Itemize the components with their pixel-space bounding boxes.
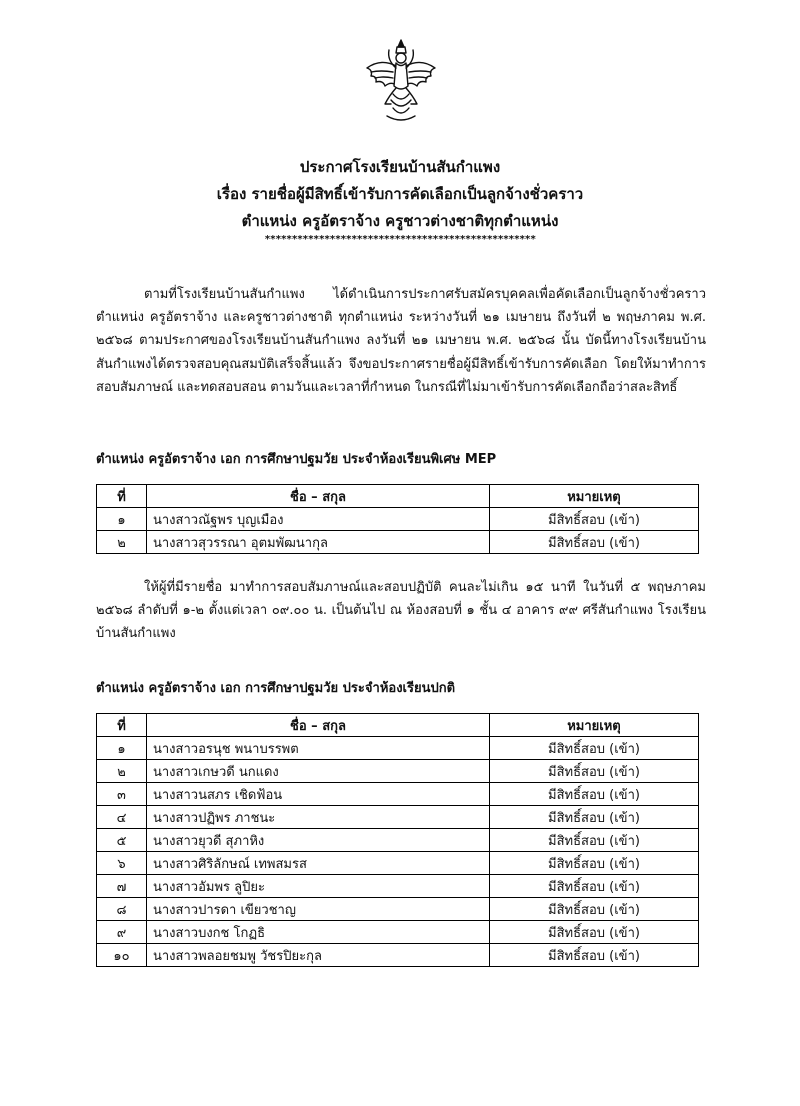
candidate-status: มีสิทธิ์สอบ (เข้า) xyxy=(490,508,699,531)
candidate-status: มีสิทธิ์สอบ (เข้า) xyxy=(490,852,699,875)
table-row xyxy=(97,921,699,944)
candidate-name: นางสาวปารดา เขียวชาญ xyxy=(147,898,490,921)
candidate-name: นางสาวศิริลักษณ์ เทพสมรส xyxy=(147,852,490,875)
announcement-title: ประกาศโรงเรียนบ้านสันกำแพง xyxy=(299,158,501,176)
row-number: ๘ xyxy=(97,898,147,921)
table-row xyxy=(97,531,699,554)
row-number: ๕ xyxy=(97,829,147,852)
row-number: ๒ xyxy=(97,760,147,783)
column-header-number: ที่ xyxy=(97,714,147,737)
candidate-name: นางสาวยุวดี สุภาหิง xyxy=(147,829,490,852)
candidate-status: มีสิทธิ์สอบ (เข้า) xyxy=(490,944,699,967)
announcement-subject: เรื่อง รายชื่อผู้มีสิทธิ์เข้ารับการคัดเลือกเป็นลูกจ้างชั่วคราว xyxy=(216,185,584,203)
candidate-status: มีสิทธิ์สอบ (เข้า) xyxy=(490,898,699,921)
section-mep-title: ตำแหน่ง ครูอัตราจ้าง เอก การศึกษาปฐมวัย ประจำห้องเรียนพิเศษ MEP xyxy=(96,452,497,467)
exam-schedule-text: ให้ผู้ที่มีรายชื่อ มาทำการสอบสัมภาษณ์และสอบปฏิบัติ คนละไม่เกิน ๑๕ นาที ในวันที่ ๕ พฤษภาคม ๒๕๖๘ ลำดับที่ ๑-๒ ตั้งแต่เวลา ๐๙.๐๐ น. เป็นต้นไป ณ ห้องสอบที่ ๑ ชั้น ๔ อาคาร ๙๙ ศรีสันกำแพง โรงเรียนบ้านสันกำแพง xyxy=(96,580,706,642)
candidate-name: นางสาวณัฐพร บุญเมือง xyxy=(147,508,490,531)
candidate-name: นางสาวบงกช โกฏธิ xyxy=(147,921,490,944)
column-header-name: ชื่อ – สกุล xyxy=(147,485,490,508)
column-header-note: หมายเหตุ xyxy=(490,485,699,508)
table-row xyxy=(97,760,699,783)
table-row xyxy=(97,508,699,531)
candidate-status: มีสิทธิ์สอบ (เข้า) xyxy=(490,921,699,944)
row-number: ๑ xyxy=(97,508,147,531)
candidate-status: มีสิทธิ์สอบ (เข้า) xyxy=(490,829,699,852)
candidate-status: มีสิทธิ์สอบ (เข้า) xyxy=(490,783,699,806)
table-row xyxy=(97,806,699,829)
mep-candidates-table xyxy=(96,484,699,554)
table-header-row xyxy=(97,485,699,508)
intro-paragraph xyxy=(96,283,706,399)
candidate-status: มีสิทธิ์สอบ (เข้า) xyxy=(490,531,699,554)
row-number: ๓ xyxy=(97,783,147,806)
candidate-status: มีสิทธิ์สอบ (เข้า) xyxy=(490,875,699,898)
row-number: ๗ xyxy=(97,875,147,898)
table-row xyxy=(97,875,699,898)
table-row xyxy=(97,783,699,806)
column-header-number: ที่ xyxy=(97,485,147,508)
candidate-name: นางสาวปฏิพร ภาชนะ xyxy=(147,806,490,829)
announcement-position: ตำแหน่ง ครูอัตราจ้าง ครูชาวต่างชาติทุกตำแหน่ง xyxy=(241,212,559,230)
candidate-status: มีสิทธิ์สอบ (เข้า) xyxy=(490,806,699,829)
row-number: ๖ xyxy=(97,852,147,875)
candidate-name: นางสาวอรนุช พนาบรรพต xyxy=(147,737,490,760)
table-row xyxy=(97,829,699,852)
table-row xyxy=(97,852,699,875)
table-row xyxy=(97,944,699,967)
row-number: ๒ xyxy=(97,531,147,554)
garuda-emblem-icon xyxy=(363,38,439,124)
candidate-name: นางสาวเกษวดี นกแดง xyxy=(147,760,490,783)
asterisk-divider: ************************************************** xyxy=(264,234,536,245)
table-row xyxy=(97,737,699,760)
row-number: ๙ xyxy=(97,921,147,944)
section-regular-title: ตำแหน่ง ครูอัตราจ้าง เอก การศึกษาปฐมวัย ประจำห้องเรียนปกติ xyxy=(96,681,456,696)
candidate-name: นางสาวสุวรรณา อุตมพัฒนากุล xyxy=(147,531,490,554)
row-number: ๔ xyxy=(97,806,147,829)
row-number: ๑ xyxy=(97,737,147,760)
row-number: ๑๐ xyxy=(97,944,147,967)
intro-text: ตามที่โรงเรียนบ้านสันกำแพง ได้ดำเนินการประกาศรับสมัครบุคคลเพื่อคัดเลือกเป็นลูกจ้างชั่วคราว ตำแหน่ง ครูอัตราจ้าง และครูชาวต่างชาติ ทุกตำแหน่ง ระหว่างวันที่ ๒๑ เมษายน ถึงวันที่ ๒ พฤษภาคม พ.ศ. ๒๕๖๘ ตามประกาศของโรงเรียนบ้านสันกำแพง ลงวันที่ ๒๑ เมษายน พ.ศ. ๒๕๖๘ นั้น บัดนี้ทางโรงเรียนบ้านสันกำแพงได้ตรวจสอบคุณสมบัติเสร็จสิ้นแล้ว จึงขอประกาศรายชื่อผู้มีสิทธิ์เข้ารับการคัดเลือก โดยให้มาทำการสอบสัมภาษณ์ และทดสอบสอน ตามวันและเวลาที่กำหนด ในกรณีที่ไม่มาเข้ารับการคัดเลือกถือว่าสละสิทธิ์ xyxy=(96,287,706,395)
candidate-status: มีสิทธิ์สอบ (เข้า) xyxy=(490,760,699,783)
candidate-status: มีสิทธิ์สอบ (เข้า) xyxy=(490,737,699,760)
candidate-name: นางสาวพลอยชมพู วัชรปิยะกุล xyxy=(147,944,490,967)
column-header-name: ชื่อ – สกุล xyxy=(147,714,490,737)
regular-candidates-table xyxy=(96,713,699,967)
candidate-name: นางสาวนสภร เชิดฟ้อน xyxy=(147,783,490,806)
exam-schedule-paragraph xyxy=(96,576,706,646)
column-header-note: หมายเหตุ xyxy=(490,714,699,737)
candidate-name: นางสาวอัมพร ลูปิยะ xyxy=(147,875,490,898)
table-row xyxy=(97,898,699,921)
table-header-row xyxy=(97,714,699,737)
